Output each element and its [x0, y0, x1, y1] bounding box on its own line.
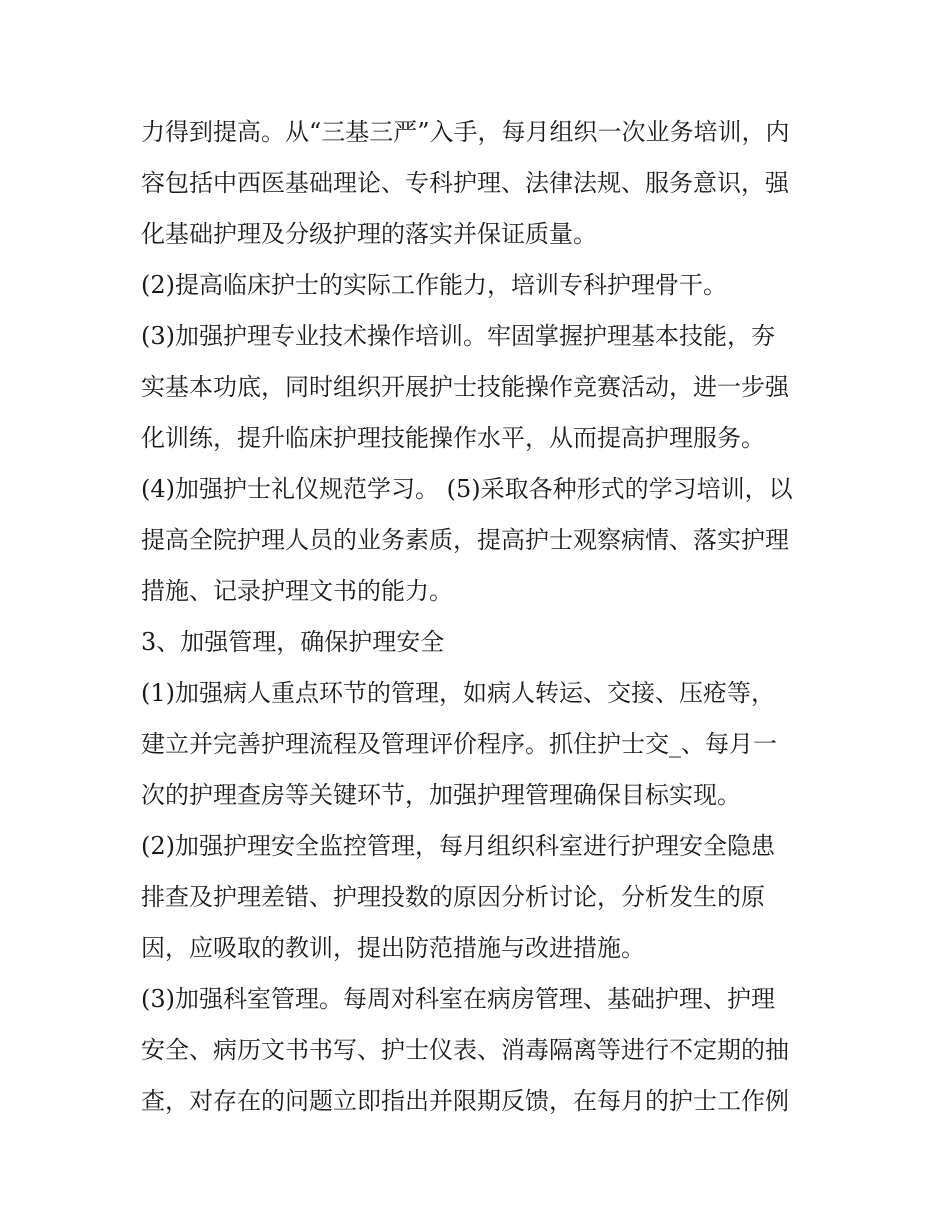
text-line-6: 实基本功底，同时组织开展护士技能操作竞赛活动，进一步强 — [141, 373, 789, 401]
text-line-17: 因，应吸取的教训，提出防范措施与改进措施。 — [141, 934, 645, 962]
text-line-12: (1)加强病人重点环节的管理，如病人转运、交接、压疮等， — [141, 679, 775, 707]
text-line-9: 提高全院护理人员的业务素质，提高护士观察病情、落实护理 — [141, 526, 789, 554]
text-line-18: (3)加强科室管理。每周对科室在病房管理、基础护理、护理 — [141, 985, 775, 1013]
text-line-13: 建立并完善护理流程及管理评价程序。抓住护士交_、每月一 — [141, 730, 777, 758]
text-line-14: 次的护理查房等关键环节，加强护理管理确保目标实现。 — [141, 781, 741, 809]
text-line-19: 安全、病历文书书写、护士仪表、消毒隔离等进行不定期的抽 — [141, 1036, 789, 1064]
text-line-4: (2)提高临床护士的实际工作能力，培训专科护理骨干。 — [141, 271, 727, 299]
text-line-5: (3)加强护理专业技术操作培训。牢固掌握护理基本技能，夯 — [141, 322, 775, 350]
text-line-7: 化训练，提升临床护理技能操作水平，从而提高护理服务。 — [141, 424, 765, 452]
text-line-8: (4)加强护士礼仪规范学习。 (5)采取各种形式的学习培训，以 — [141, 475, 793, 503]
section-heading: 3、加强管理，确保护理安全 — [141, 628, 445, 656]
text-line-15: (2)加强护理安全监控管理，每月组织科室进行护理安全隐患 — [141, 832, 775, 860]
text-line-1: 力得到提高。从“三基三严”入手，每月组织一次业务培训，内 — [141, 118, 790, 146]
text-line-20: 查，对存在的问题立即指出并限期反馈，在每月的护士工作例 — [141, 1087, 789, 1115]
text-line-10: 措施、记录护理文书的能力。 — [141, 577, 453, 605]
text-line-2: 容包括中西医基础理论、专科护理、法律法规、服务意识，强 — [141, 169, 789, 197]
text-line-16: 排查及护理差错、护理投数的原因分析讨论，分析发生的原 — [141, 883, 765, 911]
body-text — [141, 107, 831, 1127]
text-line-3: 化基础护理及分级护理的落实并保证质量。 — [141, 220, 597, 248]
